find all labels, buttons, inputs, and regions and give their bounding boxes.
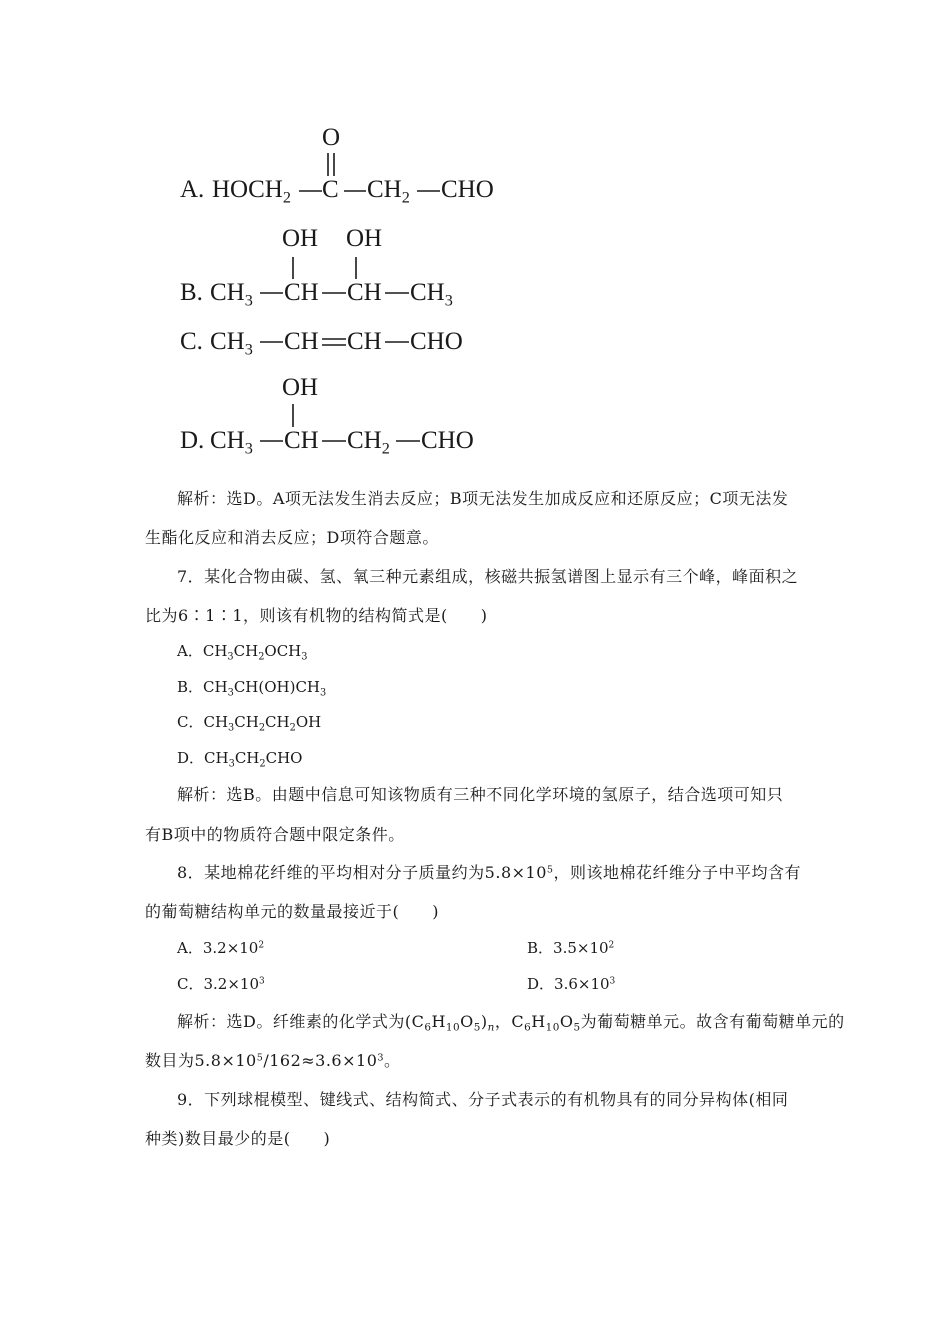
q6-analysis-line-1: 解析：选D。A项无法发生消去反应；B项无法发生加成反应和还原反应；C项无法发 — [177, 489, 789, 508]
structure-a-group-4: CHO — [441, 176, 494, 203]
structure-c-group-4: CHO — [410, 328, 463, 355]
q8-option-d: D．$3.6\times 10^3$ — [527, 975, 616, 993]
q8-analysis-line-2: 数目为$5.8\times 10^5/162\approx 3.6\times 10^3$。 — [145, 1051, 401, 1070]
q7-analysis-line-2: 有B项中的物质符合题中限定条件。 — [145, 825, 405, 844]
q7-stem-line-1: 7．某化合物由碳、氢、氧三种元素组成，核磁共振氢谱图上显示有三个峰，峰面积之 — [177, 567, 799, 586]
structure-b-group-2: CH — [284, 279, 319, 306]
q8-analysis-line-1: 解析：选D。纤维素的化学式为$(C_6H_{10}O_5)_n$，$C_6H_{10}O_5$为葡萄糖单元。故含有葡萄糖单元的 — [177, 1012, 845, 1034]
structure-b-label: B. — [180, 279, 203, 306]
structure-d-group-1: $CH_3$ — [210, 427, 253, 458]
q8-option-a: A．$3.2\times 10^2$ — [177, 939, 265, 957]
q7-option-c: C．$CH_3CH_2CH_2OH$ — [177, 713, 322, 734]
q7-analysis-line-1: 解析：选B。由题中信息可知该物质有三种不同化学环境的氢原子，结合选项可知只 — [177, 785, 784, 804]
structure-b-group-4: $CH_3$ — [410, 279, 453, 310]
q9-stem-line-2: 种类)数目最少的是( ) — [145, 1129, 331, 1148]
structure-b-oh-1: OH — [282, 225, 319, 252]
structure-a-group-3: $CH_2$ — [367, 176, 410, 207]
structure-a-label: A. — [180, 176, 205, 203]
structure-c-group-1: $CH_3$ — [210, 328, 253, 359]
structure-a-group-1: $HOCH_2$ — [212, 176, 291, 207]
structure-b-oh-2: OH — [346, 225, 383, 252]
q9-stem-line-1: 9．下列球棍模型、键线式、结构简式、分子式表示的有机物具有的同分异构体(相同 — [177, 1090, 789, 1109]
structure-d-group-4: CHO — [421, 427, 474, 454]
q8-option-c: C．$3.2\times 10^3$ — [177, 975, 265, 993]
structure-c-group-3: CH — [347, 328, 382, 355]
q8-option-b: B．$3.5\times 10^2$ — [527, 939, 615, 957]
structure-a-oxygen: O — [322, 124, 341, 151]
q8-stem-line-2: 的葡萄糖结构单元的数量最接近于( ) — [145, 902, 439, 921]
structure-d-group-3: $CH_2$ — [347, 427, 390, 458]
q7-option-d: D．$CH_3CH_2CHO$ — [177, 749, 303, 770]
q7-option-b: B．$CH_3CH(OH)CH_3$ — [177, 678, 327, 699]
q6-analysis-line-2: 生酯化反应和消去反应；D项符合题意。 — [145, 528, 439, 547]
structure-d-oh: OH — [282, 374, 319, 401]
q8-stem-line-1: 8．某地棉花纤维的平均相对分子质量约为$5.8\times 10^5$，则该地棉花纤维分子中平均含有 — [177, 863, 802, 882]
q7-stem-line-2: 比为6∶1∶1，则该有机物的结构简式是( ) — [145, 606, 488, 625]
structure-c-group-2: CH — [284, 328, 319, 355]
structure-d-group-2: CH — [284, 427, 319, 454]
q7-option-a: A．$CH_3CH_2OCH_3$ — [177, 642, 308, 663]
structure-b-group-3: CH — [347, 279, 382, 306]
structure-d-label: D. — [180, 427, 205, 454]
structure-c-label: C. — [180, 328, 203, 355]
structure-b-group-1: $CH_3$ — [210, 279, 253, 310]
structure-a-group-2: C — [322, 176, 339, 203]
